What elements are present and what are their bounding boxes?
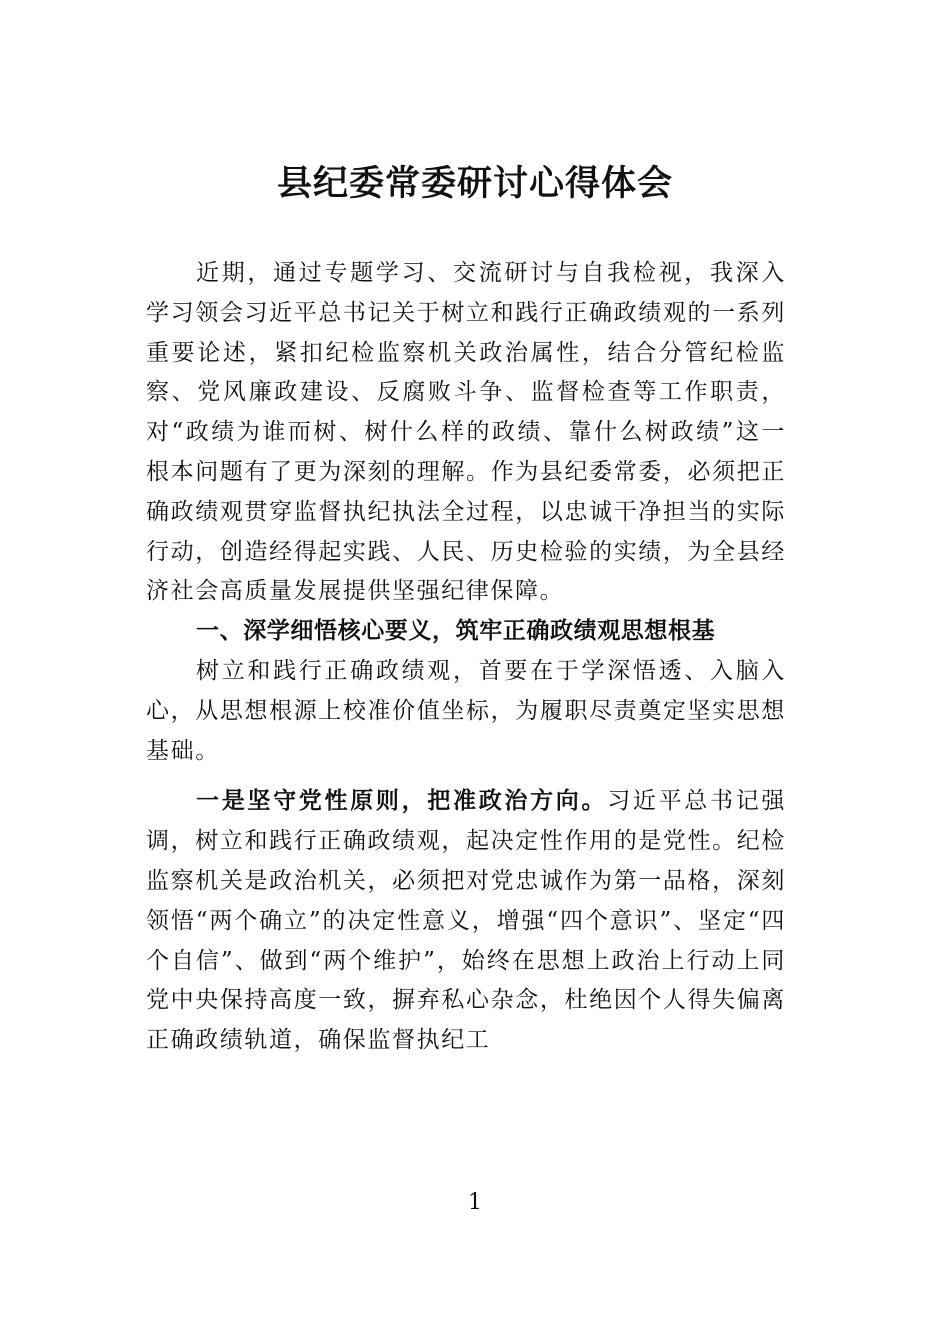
section-heading-1: 一、深学细悟核心要义，筑牢正确政绩观思想根基 [196, 618, 716, 645]
document-body [146, 254, 786, 1061]
section-1-paragraph: 树立和践行正确政绩观，首要在于学深悟透、入脑入心，从思想根源上校准价值坐标，为履职尽责奠定坚实思想基础。 [146, 657, 786, 764]
document-title: 县纪委常委研讨心得体会 [276, 164, 673, 204]
point-1-paragraph [146, 781, 786, 1061]
point-1-lead: 一是坚守党性原则，把准政治方向。 [196, 787, 608, 815]
page-number: 1 [468, 1190, 482, 1215]
paragraph-gap [146, 771, 786, 781]
point-1-text: 习近平总书记强调，树立和践行正确政绩观，起决定性作用的是党性。纪检监察机关是政治机关，必须把对党忠诚作为第一品格，深刻领悟“两个确立”的决定性意义，增强“四个意识”、坚定“四个自信”、做到“两个维护”，始终在思想上政治上行动上同党中央保持高度一致，摒弃私心杂念，杜绝因个人得失偏离正确政绩轨道，确保监督执纪工 [146, 788, 786, 1054]
intro-paragraph: 近期，通过专题学习、交流研讨与自我检视，我深入学习领会习近平总书记关于树立和践行正确政绩观的一系列重要论述，紧扣纪检监察机关政治属性，结合分管纪检监察、党风廉政建设、反腐败斗争、监督检查等工作职责，对“政绩为谁而树、树什么样的政绩、靠什么树政绩”这一根本问题有了更为深刻的理解。作为县纪委常委，必须把正确政绩观贯穿监督执纪执法全过程，以忠诚干净担当的实际行动，创造经得起实践、人民、历史检验的实绩，为全县经济社会高质量发展提供坚强纪律保障。 [146, 260, 786, 605]
